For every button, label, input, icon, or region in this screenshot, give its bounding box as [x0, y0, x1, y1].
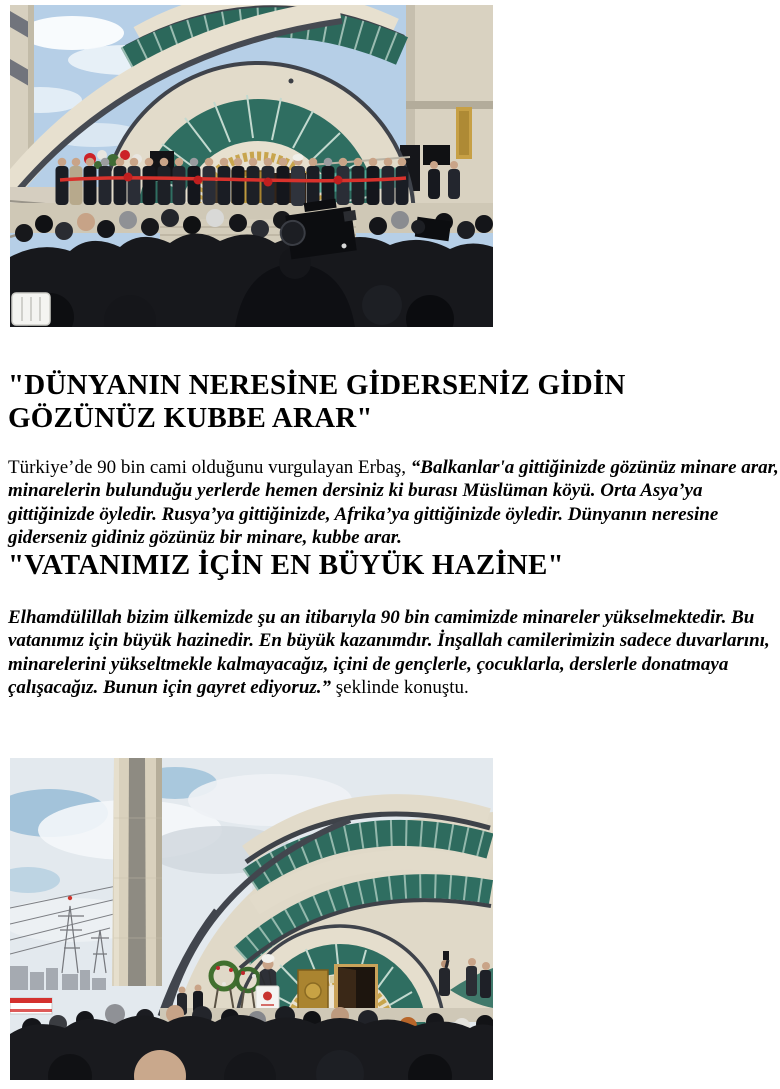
- red-white-tents: [10, 998, 52, 1014]
- paragraph-erbas-quote-2: [8, 606, 780, 699]
- white-chair: [12, 293, 50, 325]
- paragraph-2-tail: şeklinde konuştu.: [331, 676, 469, 698]
- speech-photo-bottom: [10, 758, 493, 1080]
- minaret: [112, 758, 162, 986]
- paragraph-1-lead: Türkiye’de 90 bin cami olduğunu vurgulayan Erbaş,: [8, 457, 411, 478]
- red-kite: [68, 896, 72, 900]
- ceremony-photo-top: [10, 5, 493, 327]
- paragraph-1-quote: “Balkanlar'a gittiğinizde gözünüz minare arar, minarelerin bulunduğu yerlerde hemen dersiniz ki burası Müslüman köyü. Orta Asya’ya gittiğinizde öyledir. Rusya’ya gittiğinizde, Afrika’ya gittiğinizde öyledir. Dünyanın neresine giderseniz gidiniz gözünüz bir minare, kubbe arar.: [8, 457, 779, 548]
- security-camera: [289, 79, 294, 84]
- paragraph-erbas-quote-1: [8, 456, 780, 549]
- right-building-wall: [400, 5, 493, 219]
- headline-hazine: "VATANIMIZ İÇİN EN BÜYÜK HAZİNE": [8, 549, 564, 581]
- paragraph-2-quote: Elhamdülillah bizim ülkemizde şu an itibarıyla 90 bin camimizde minareler yükselmektedir. Bu vatanımız için büyük hazinedir. En büyük kazanımdır. İnşallah camilerimizin sadece duvarlarını, minarelerini yükseltmekle kalmayacağız, içini de gençlerle, çocuklarla, derslerle donatmaya çalışacağız. Bunun için gayret ediyoruz.”: [8, 607, 770, 698]
- headline-kubbe: "DÜNYANIN NERESİNE GİDERSENİZ GİDİN GÖZÜNÜZ KUBBE ARAR": [8, 369, 626, 434]
